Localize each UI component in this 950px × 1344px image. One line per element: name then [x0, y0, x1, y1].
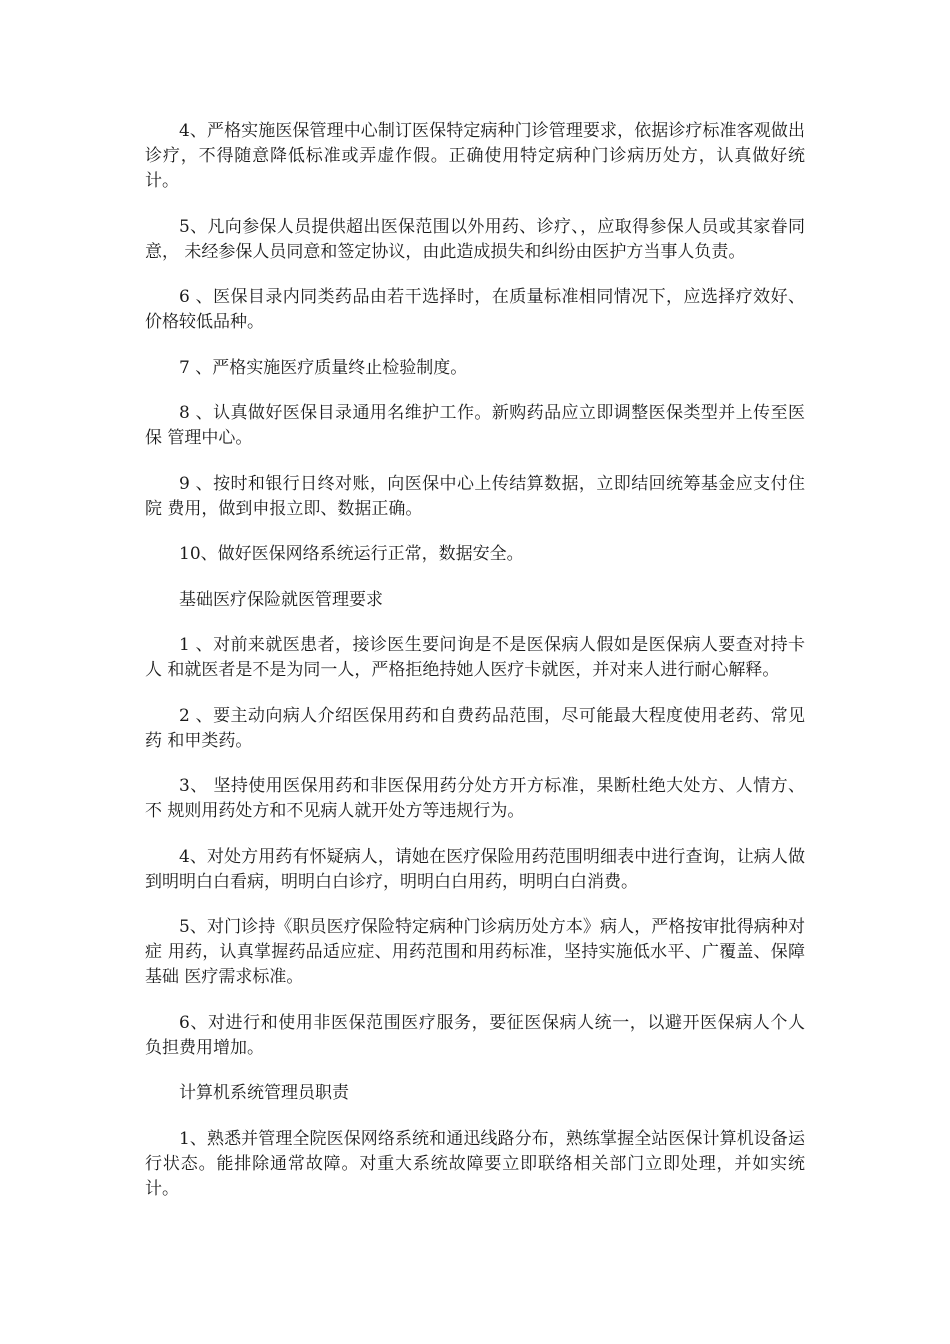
paragraph-item-4: 4、严格实施医保管理中心制订医保特定病种门诊管理要求，依据诊疗标准客观做出 诊疗，不得随意降低标准或弄虚作假。正确使用特定病种门诊病历处方，认真做好统计。 [145, 121, 805, 191]
paragraph-item-9: 9 、按时和银行日终对账，向医保中心上传结算数据，立即结回统筹基金应支付住院 费用，做到申报立即、数据正确。 [145, 473, 805, 519]
paragraph-rule-6: 6、对进行和使用非医保范围医疗服务，要征医保病人统一，以避开医保病人个人 负担费用增加。 [145, 1012, 805, 1058]
paragraph-rule-3: 3、 坚持使用医保用药和非医保用药分处方开方标准，果断杜绝大处方、人情方、不 规则用药处方和不见病人就开处方等违规行为。 [145, 776, 805, 821]
paragraph-item-5: 5、凡向参保人员提供超出医保范围以外用药、诊疗、，应取得参保人员或其家眷同意， 未经参保人员同意和签定协议，由此造成损失和纠纷由医护方当事人负责。 [145, 216, 805, 262]
paragraph-rule-5: 5、对门诊持《职员医疗保险特定病种门诊病历处方本》病人，严格按审批得病种对症 用药，认真掌握药品适应症、用药范围和用药标准，坚持实施低水平、广覆盖、保障基础 医疗需求标准。 [145, 917, 805, 987]
paragraph-duty-1: 1、熟悉并管理全院医保网络系统和通迅线路分布，熟练掌握全站医保计算机设备运 行状态。能排除通常故障。对重大系统故障要立即联络相关部门立即处理，并如实统计。 [145, 1128, 805, 1199]
paragraph-item-10: 10、做好医保网络系统运行正常，数据安全。 [179, 544, 524, 564]
paragraph-rule-2: 2 、要主动向病人介绍医保用药和自费药品范围，尽可能最大程度使用老药、常见药 和甲类药。 [145, 705, 805, 751]
paragraph-rule-4: 4、对处方用药有怀疑病人，请她在医疗保险用药范围明细表中进行查询，让病人做到明明白白看病，明明白白诊疗，明明白白用药，明明白白消费。 [145, 846, 805, 892]
section-heading-medical-insurance-rules: 基础医疗保险就医管理要求 [179, 589, 383, 610]
document-page [145, 119, 805, 1222]
paragraph-item-8: 8 、认真做好医保目录通用名维护工作。新购药品应立即调整医保类型并上传至医保 管理中心。 [145, 403, 805, 448]
paragraph-item-7: 7 、严格实施医疗质量终止检验制度。 [179, 357, 468, 378]
section-heading-sysadmin-duties: 计算机系统管理员职责 [179, 1083, 349, 1103]
paragraph-rule-1: 1 、对前来就医患者，接诊医生要问询是不是医保病人假如是医保病人要查对持卡人 和就医者是不是为同一人，严格拒绝持她人医疗卡就医，并对来人进行耐心解释。 [145, 635, 805, 680]
paragraph-item-6: 6 、医保目录内同类药品由若干选择时，在质量标准相同情况下，应选择疗效好、 价格较低品种。 [145, 287, 805, 332]
